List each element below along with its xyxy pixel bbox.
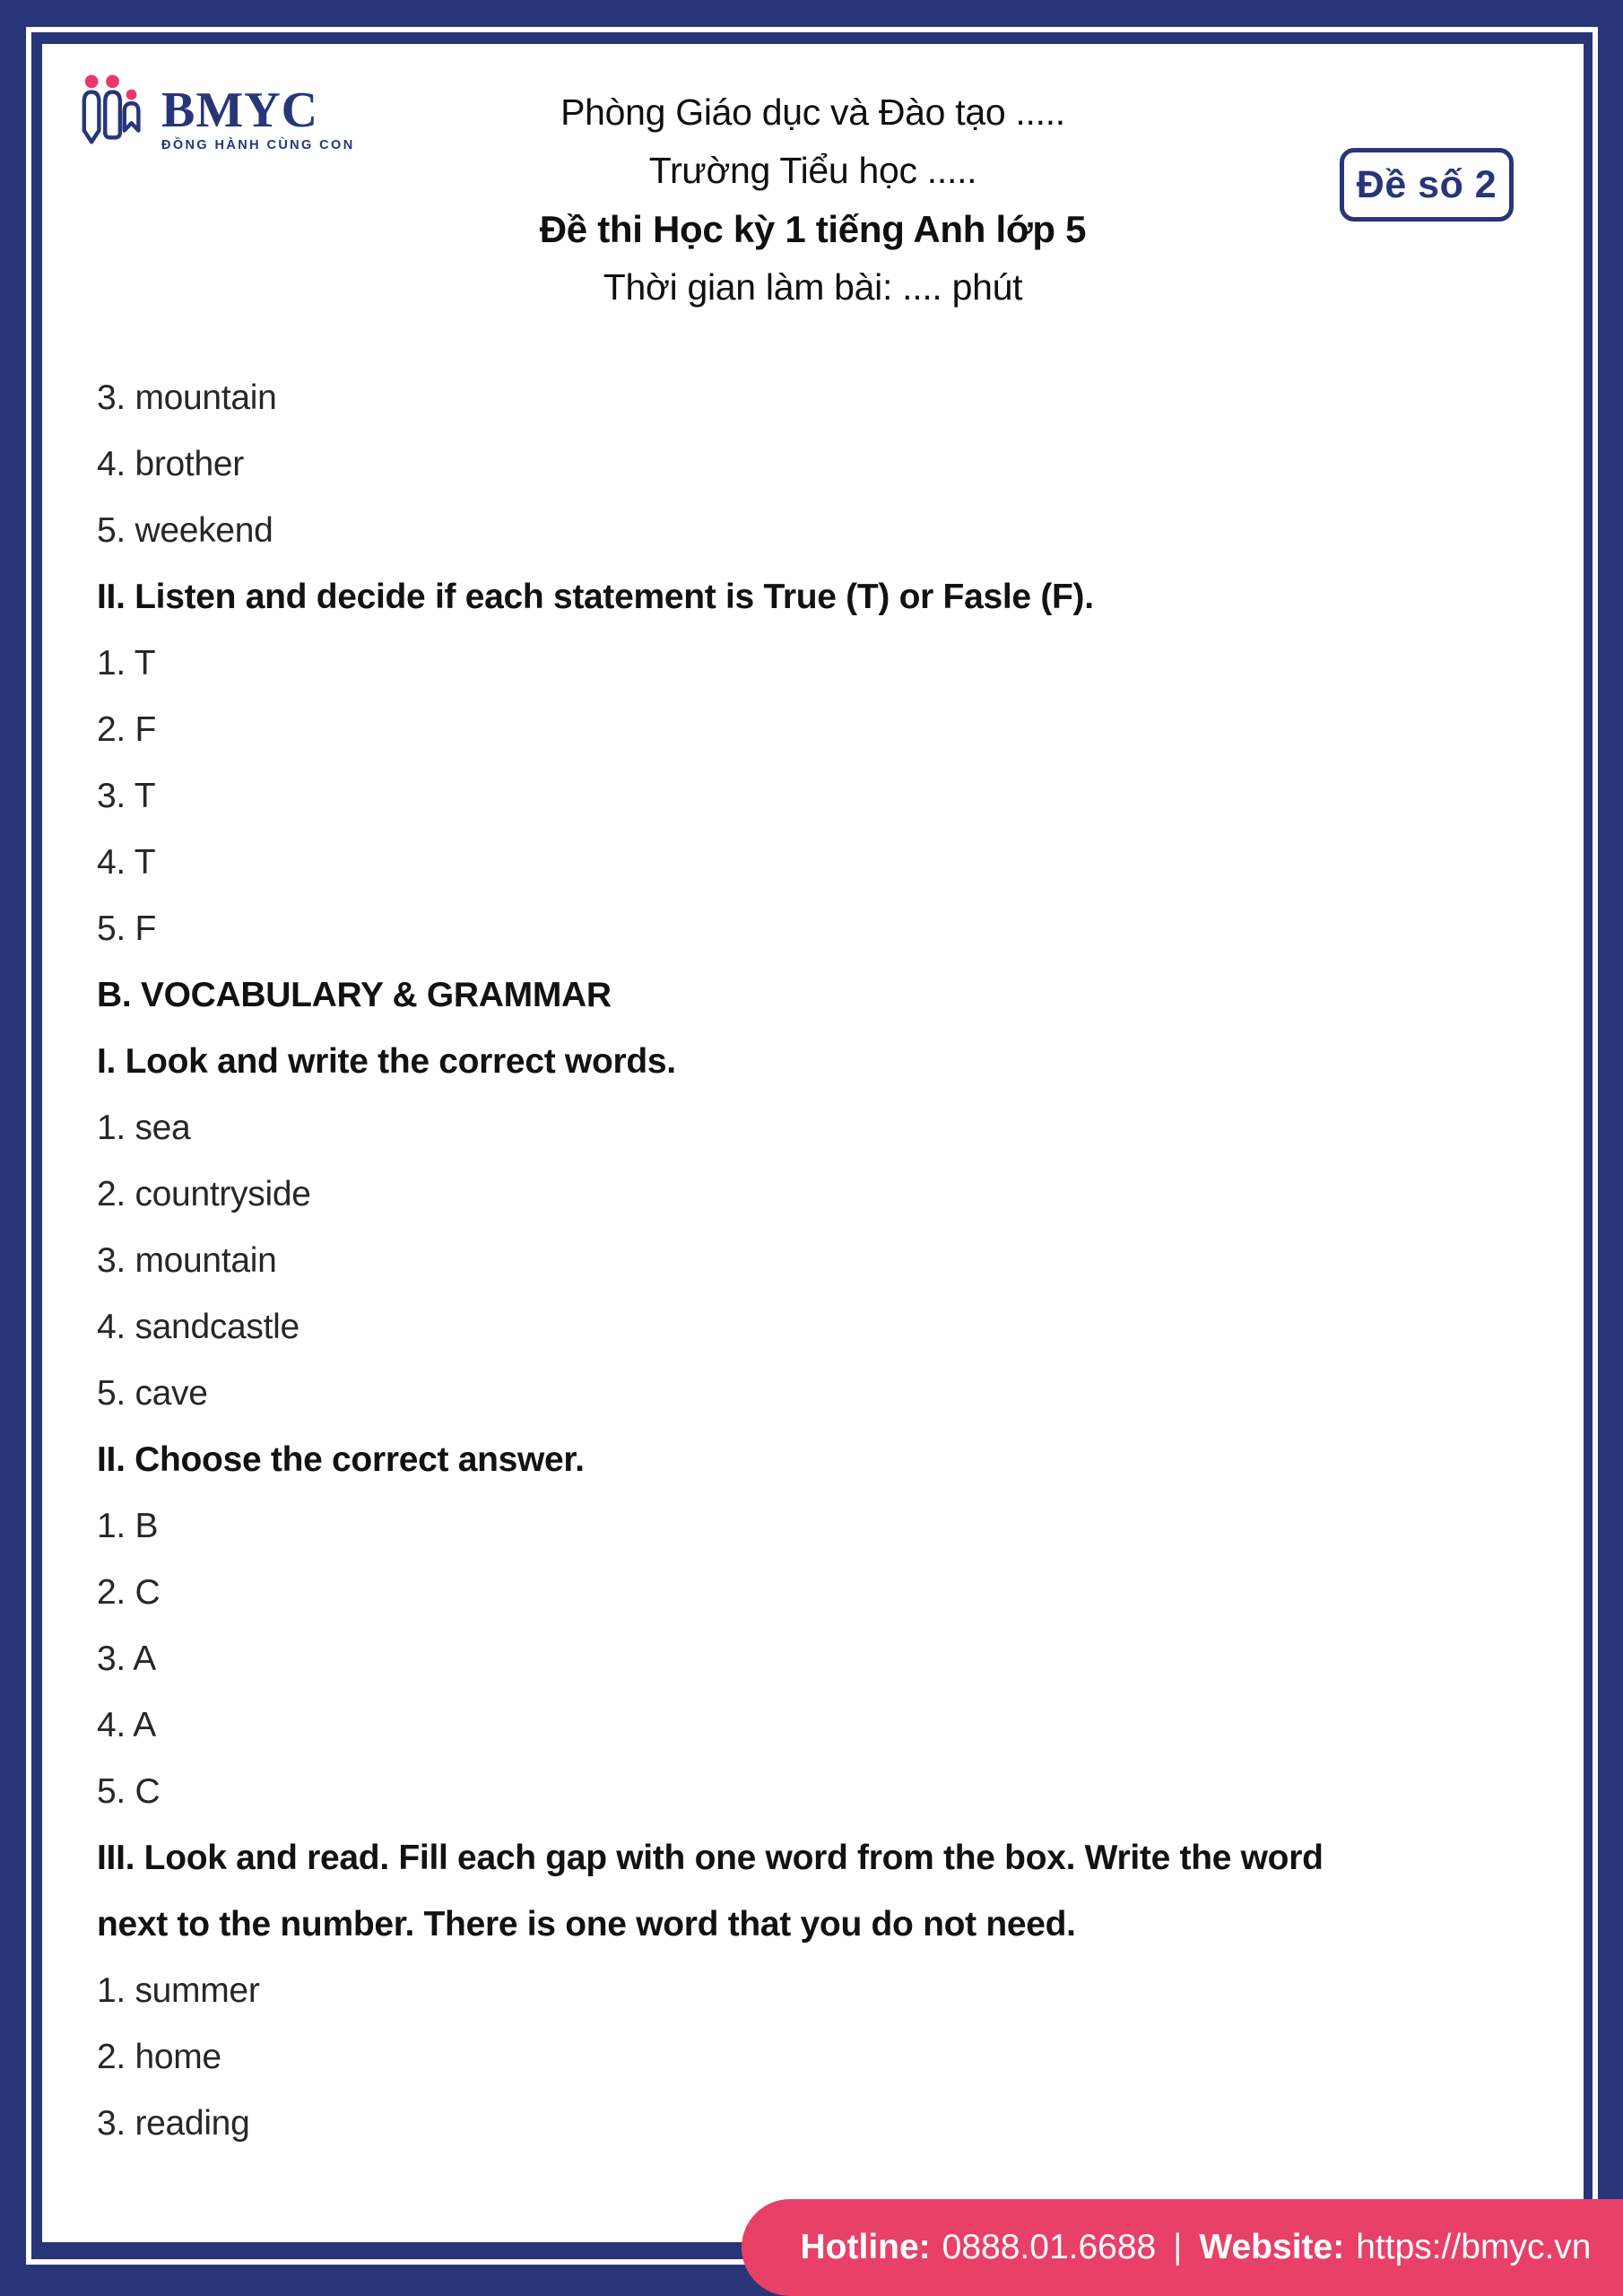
content-line: 2. F: [97, 710, 156, 749]
content-line: 2. countryside: [97, 1175, 311, 1213]
website-label: Website:: [1199, 2228, 1345, 2266]
content-line: II. Choose the correct answer.: [97, 1440, 585, 1479]
content-line: 3. reading: [97, 2104, 250, 2143]
footer-contact-bar: [742, 2199, 1623, 2296]
content-line: 5. cave: [97, 1374, 208, 1413]
content-line: 1. summer: [97, 1971, 260, 2010]
logo-brand-name: BMYC: [161, 83, 319, 138]
school-header-line-school: Trường Tiểu học .....: [648, 150, 977, 191]
content-line: next to the number. There is one word that you do not need.: [97, 1905, 1076, 1944]
content-line: 2. home: [97, 2038, 221, 2076]
document-page: [42, 44, 1584, 2242]
content-line: 4. T: [97, 843, 156, 882]
content-line: 1. B: [97, 1507, 159, 1545]
hotline-value: 0888.01.6688: [942, 2228, 1157, 2266]
content-line: 5. F: [97, 909, 156, 948]
content-line: 5. weekend: [97, 511, 273, 550]
content-line: 2. C: [97, 1573, 161, 1612]
content-line: 4. sandcastle: [97, 1308, 299, 1346]
school-header-line-department: Phòng Giáo dục và Đào tạo .....: [560, 91, 1065, 133]
content-line: 3. mountain: [97, 1241, 277, 1280]
content-line: 3. A: [97, 1639, 157, 1678]
content-line: 4. brother: [97, 445, 244, 483]
content-line: 1. T: [97, 644, 156, 683]
content-line: 5. C: [97, 1772, 161, 1811]
content-line: II. Listen and decide if each statement is True (T) or Fasle (F).: [97, 578, 1094, 616]
content-line: 4. A: [97, 1706, 157, 1744]
exam-number-badge: Đề số 2: [1340, 148, 1514, 222]
exam-title: Đề thi Học kỳ 1 tiếng Anh lớp 5: [539, 208, 1087, 250]
content-line: III. Look and read. Fill each gap with one word from the box. Write the word: [97, 1839, 1324, 1877]
footer-separator: |: [1173, 2228, 1183, 2266]
hotline-label: Hotline:: [800, 2228, 931, 2266]
content-line: B. VOCABULARY & GRAMMAR: [97, 976, 612, 1014]
content-line: 1. sea: [97, 1109, 191, 1147]
logo-tagline: ĐỒNG HÀNH CÙNG CON: [161, 138, 355, 152]
exam-duration: Thời gian làm bài: .... phút: [603, 266, 1023, 308]
website-value: https://bmyc.vn: [1356, 2228, 1592, 2266]
content-line: 3. mountain: [97, 378, 277, 417]
content-line: 3. T: [97, 777, 156, 815]
answers-list: [97, 365, 1557, 2157]
content-line: I. Look and write the correct words.: [97, 1042, 676, 1081]
